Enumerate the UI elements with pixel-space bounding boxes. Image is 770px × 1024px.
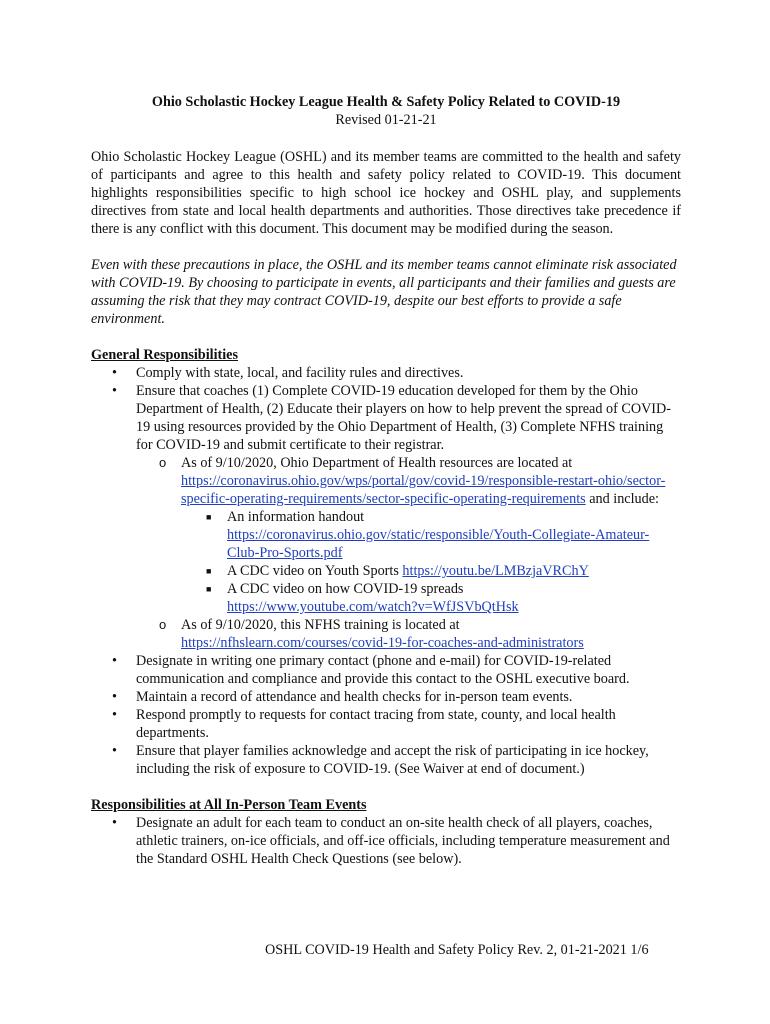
- bullet-icon: •: [112, 689, 117, 705]
- document-page: [91, 93, 681, 868]
- intro-paragraph: Ohio Scholastic Hockey League (OSHL) and its member teams are committed to the health and safety of participants and agree to this health and safety policy related to COVID-19. This document highlights responsibilities specific to high school ice hockey and OSHL play, and supplements directives from state and local health departments and authorities. Those directives take precedence if there is any conflict with this document. This document may be modified during the season.: [91, 149, 681, 237]
- sub-list: [136, 454, 681, 652]
- list-item-text: Ensure that player families acknowledge and accept the risk of participating in ice hockey, including the risk of exposure to COVID-19. (See Waiver at end of document.): [136, 743, 649, 777]
- circle-bullet-icon: o: [159, 455, 167, 470]
- sub-list-item-text: and include:: [585, 491, 659, 507]
- section-spacer: [91, 778, 681, 796]
- list-item-text: Comply with state, local, and facility rules and directives.: [136, 365, 464, 381]
- list-item: [91, 364, 681, 382]
- list-item: [91, 706, 681, 742]
- in-person-events-list: [91, 814, 681, 868]
- circle-bullet-icon: o: [159, 617, 167, 632]
- title-block: [91, 93, 681, 129]
- list-item-text: Designate in writing one primary contact (phone and e-mail) for COVID-19-related communication and compliance and provide this contact to the OSHL executive board.: [136, 653, 630, 687]
- revision-date: Revised 01-21-21: [335, 112, 437, 128]
- nfhs-training-link[interactable]: https://nfhslearn.com/courses/covid-19-for-coaches-and-administrators: [181, 635, 584, 651]
- list-item-text: Respond promptly to requests for contact tracing from state, county, and local health departments.: [136, 707, 616, 741]
- bullet-icon: •: [112, 383, 117, 399]
- risk-disclaimer: Even with these precautions in place, the OSHL and its member teams cannot eliminate risk associated with COVID-19. By choosing to participate in events, all participants and their families and guests are assuming the risk that they may contract COVID-19, despite our best efforts to provide a safe environment.: [91, 257, 677, 327]
- bullet-icon: •: [112, 707, 117, 723]
- list-item-text: Designate an adult for each team to conduct an on-site health check of all players, coaches, athletic trainers, on-ice officials, and off-ice officials, including temperature measurement and the Standard OSHL Health Check Questions (see below).: [136, 815, 670, 867]
- square-bullet-icon: ■: [206, 512, 212, 522]
- square-bullet-icon: ■: [206, 584, 212, 594]
- list-item: [91, 382, 681, 652]
- covid-spread-video-link[interactable]: https://www.youtube.com/watch?v=WfJSVbQtHsk: [227, 599, 519, 615]
- resource-item: [181, 580, 681, 616]
- list-item: [91, 688, 681, 706]
- bullet-icon: •: [112, 743, 117, 759]
- general-responsibilities-heading: General Responsibilities: [91, 347, 239, 363]
- list-item: [91, 814, 681, 868]
- sub-list-item-text: As of 9/10/2020, this NFHS training is located at: [181, 617, 460, 633]
- list-item: [91, 742, 681, 778]
- list-item-text: Ensure that coaches (1) Complete COVID-19 education developed for them by the Ohio Department of Health, (2) Educate their players on how to help prevent the spread of COVID-19 using resources provided by the Ohio Department of Health, (3) Complete NFHS training for COVID-19 and submit certificate to their registrar.: [136, 383, 672, 453]
- page-footer: OSHL COVID-19 Health and Safety Policy Rev. 2, 01-21-2021 1/6: [265, 942, 649, 958]
- in-person-events-heading: Responsibilities at All In-Person Team Events: [91, 797, 367, 813]
- sub-list-item-text: As of 9/10/2020, Ohio Department of Health resources are located at: [181, 455, 573, 471]
- bullet-icon: •: [112, 365, 117, 381]
- resource-item-text: An information handout: [227, 509, 365, 525]
- document-title: Ohio Scholastic Hockey League Health & Safety Policy Related to COVID-19: [151, 94, 621, 110]
- odh-resources-link[interactable]: https://coronavirus.ohio.gov/wps/portal/gov/covid-19/responsible-restart-ohio/sector-specific-operating-requirements/sector-specific-operating-requirements: [181, 473, 666, 507]
- list-item: [91, 652, 681, 688]
- resource-item: [181, 562, 681, 580]
- resource-item: [181, 508, 681, 562]
- square-bullet-icon: ■: [206, 566, 212, 576]
- resource-item-text: A CDC video on how COVID-19 spreads: [227, 581, 464, 597]
- handout-link[interactable]: https://coronavirus.ohio.gov/static/responsible/Youth-Collegiate-Amateur-Club-Pro-Sports.pdf: [227, 527, 650, 561]
- general-responsibilities-list: [91, 364, 681, 778]
- bullet-icon: •: [112, 653, 117, 669]
- sub-list-item: [136, 454, 681, 616]
- youth-sports-video-link[interactable]: https://youtu.be/LMBzjaVRChY: [402, 563, 589, 579]
- list-item-text: Maintain a record of attendance and health checks for in-person team events.: [136, 689, 573, 705]
- sub-list-item: [136, 616, 681, 652]
- resource-item-text: A CDC video on Youth Sports: [227, 563, 403, 579]
- bullet-icon: •: [112, 815, 117, 831]
- resource-list: [181, 508, 681, 616]
